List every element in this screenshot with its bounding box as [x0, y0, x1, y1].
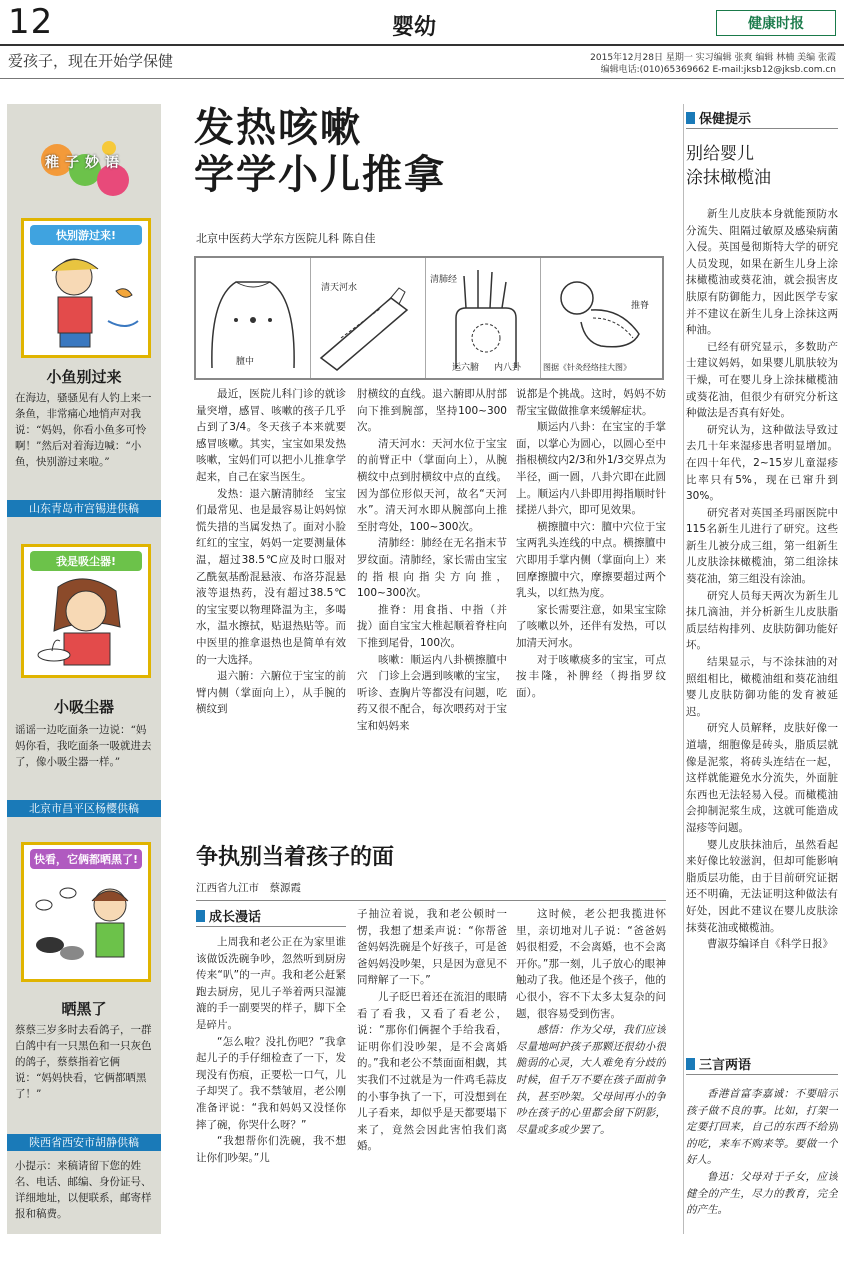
column-tag [196, 906, 261, 925]
headline-line: 学学小儿推拿 [194, 151, 446, 198]
paragraph: 新生儿皮肤本身就能预防水分流失、阻隔过敏原及感染病菌入侵。英国曼彻斯特大学的研究人员发现，如果在新生儿身上涂抹橄榄油或葵花油，就会损害皮肤原有防御能力，因此医学专家并不建议在新生儿身上涂抹这两种油。 [686, 208, 838, 337]
column-tag-label: 成长漫话 [209, 910, 262, 925]
illustration-panel [426, 258, 541, 378]
quotes-column [686, 1086, 838, 1234]
paragraph: 咳嗽：顺运内八卦横擦膻中穴 门诊上会遇到咳嗽的宝宝，听诊、查胸片等都没有问题，吃药又很不配合，每次喂药对于宝宝和妈妈来 [357, 653, 507, 732]
cartoon-title: 晒黑了 [61, 1000, 107, 1018]
cartoon-text: 蔡蔡三岁多时去看鸽子，一群白鸽中有一只黑色和一只灰色的鸽子，蔡蔡指着它俩说：“妈妈快看，它俩都晒黑了！” [15, 1024, 152, 1100]
sidebar-headline [686, 142, 771, 190]
cartoon-credit: 陕西省西安市胡静供稿 [7, 1134, 161, 1151]
paragraph: “我想帮你们洗碗，我不想让你们吵架。”儿 [196, 1135, 346, 1164]
massage-illustration [194, 256, 664, 380]
illustration-panel [541, 258, 662, 378]
paragraph: 退六腑：六腑位于宝宝的前臂内侧（掌面向上），从手腕的横纹到 [196, 670, 346, 716]
paragraph: 家长需要注意，如果宝宝除了咳嗽以外，还伴有发热，可以加清天河水。 [516, 603, 666, 649]
article-byline: 江西省九江市 蔡源霞 [196, 882, 301, 894]
section-title: 婴幼 [392, 14, 437, 40]
article-title: 争执别当着孩子的面 [196, 844, 395, 870]
article-column [357, 906, 507, 1234]
quote: 香港首富李嘉诚：不要暗示孩子做不良的事。比如，打架一定要打回来，自己的东西不给别的吃，来车不购来等。要做一个好人。 [686, 1088, 838, 1167]
cartoon-text: 在海边，骚骚见有人钓上来一条鱼，非常痛心地悄声对我说：“妈妈，你看小鱼多可怜啊！”然后对着海边喊：“小鱼，快别游过来啦。” [15, 392, 152, 468]
column-tag [686, 1054, 751, 1073]
cartoon-image [21, 218, 151, 358]
cartoon-credit: 山东青岛市宫锡进供稿 [7, 500, 161, 517]
tag-marker-icon [686, 112, 695, 124]
tag-underline [686, 128, 838, 129]
cartoon-title: 小鱼别过来 [46, 368, 122, 386]
submission-notice: 小提示：来稿请留下您的姓名、电话、邮编、身份证号、详细地址，以便联系，邮寄样报和稿费。 [15, 1160, 152, 1220]
paragraph: 这时候，老公把我揽进怀里，亲切地对儿子说：“爸爸妈妈很相爱，不会离婚，也不会离开你。”那一刻，儿子放心的眼神触动了我。他还是个孩子，他的心很小，容不下太多太复杂的问题，很容易受到伤害。 [516, 908, 666, 1020]
contact-info: 编辑电话:(010)65369662 E-mail:jksb12@jksb.com.cn [600, 65, 836, 75]
baby-back-illustration [541, 258, 661, 378]
paragraph: 清天河水：天河水位于宝宝的前臂正中（掌面向上），从腕横纹中点到肘横纹中点的直线。因为部位形似天河，故名“天河水”。清天河水即从腕部向上推至肘弯处，100~300次。 [357, 437, 507, 533]
headline-line: 别给婴儿 [686, 144, 754, 164]
illustration-label: 清天河水 [321, 283, 358, 293]
paragraph: 婴儿皮肤抹油后，虽然看起来好像比较滋润，但却可能影响脂质层功能，由于目前研究证据还不明确，无法证明这种做法有好处，因此不建议在婴儿皮肤涂抹葵花油或橄榄油。 [686, 838, 838, 934]
tag-marker-icon [686, 1058, 695, 1070]
left-sidebar [7, 104, 161, 1234]
tag-underline [686, 1074, 838, 1075]
article-column [686, 206, 838, 1042]
article-byline: 北京中医药大学东方医院儿科 陈自佳 [196, 232, 376, 245]
illustration-caption: 图据《针灸经络挂大图》 [543, 363, 631, 372]
headline-line: 涂抹橄榄油 [686, 168, 771, 188]
paragraph: 儿子眨巴着还在流泪的眼睛看了看我，又看了看老公，说：“那你们俩握个手给我看，证明你们没吵架，是不会离婚的。”我和老公不禁面面相觑，其实我们不过就是为一件鸡毛蒜皮的小事争执了一下，可没想到在儿子看来，却似乎是天都要塌下来了，竟然会因此害怕我们离婚。 [357, 990, 507, 1153]
cartoon-image [21, 842, 151, 982]
column-divider [683, 104, 684, 1234]
headline-line: 发热咳嗽 [194, 104, 362, 151]
paragraph: 说都是个挑战。这时，妈妈不妨帮宝宝做做推拿来缓解症状。 [516, 388, 666, 417]
article-column [196, 934, 346, 1234]
paragraph: 子抽泣着说，我和老公顿时一愣，我想了想柔声说：“你帮爸爸妈妈洗碗是个好孩子，可是爸爸妈妈没吵架，只是因为意见不同辩解了一下。” [357, 908, 507, 987]
paragraph: 研究者对英国圣玛丽医院中115名新生儿进行了研究。这些新生儿被分成三组，第一组新生儿皮肤涂抹橄榄油，第二组涂抹葵花油，第三组没有涂油。 [686, 506, 838, 586]
illustration-label: 清肺经 [430, 275, 458, 285]
article-column [516, 906, 666, 1234]
issue-info: 2015年12月28日 星期一 实习编辑 张爽 编辑 林楠 美编 张霞 [590, 53, 836, 63]
paragraph: 已经有研究显示，多数助产士建议妈妈，如果婴儿肌肤较为干燥，可在婴儿身上涂抹橄榄油或葵花油，但很少有研究分析这种做法是否真有好处。 [686, 340, 838, 420]
illustration-panel [311, 258, 426, 378]
paragraph: 研究认为，这种做法导致过去几十年来湿疹患者明显增加。在四十年代，2~15岁儿童湿疹比率只有5%，现在已窜升到30%。 [686, 423, 838, 503]
paragraph: 清肺经：肺经在无名指末节罗纹面。清肺经，家长需由宝宝的指根向指尖方向推，100~300次。 [357, 537, 507, 600]
illustration-label: 膻中 [236, 357, 255, 367]
cartoon-image [21, 544, 151, 678]
tag-underline [196, 926, 346, 927]
section-slogan: 爱孩子，现在开始学保健 [8, 52, 174, 70]
article-column [196, 386, 346, 828]
tag-marker-icon [196, 910, 205, 922]
paragraph: 结果显示，与不涂抹油的对照组相比，橄榄油组和葵花油组婴儿皮肤防御功能的发育被延迟。 [686, 656, 838, 718]
header-rule-thin [0, 78, 844, 79]
paragraph: 研究人员每天两次为新生儿抹几滴油，并分析新生儿皮肤脂质层结构排列、皮肤防御功能好坏。 [686, 589, 838, 652]
paragraph: 最近，医院儿科门诊的就诊量突增，感冒、咳嗽的孩子几乎占到了3/4。冬天孩子本来就要感冒咳嗽。其实，宝宝如果发热咳嗽，宝妈们可以把小儿推拿学起来，自己在家当医生。 [196, 388, 346, 483]
cartoon-title: 小吸尘器 [53, 698, 114, 716]
paragraph: “怎么啦？没扎伤吧？”我拿起儿子的手仔细检查了一下，发现没有伤痕，正要松一口气，儿子却哭了。我不禁皱眉，老公刚准备评说：“我和妈妈又没怪你摔了碗，你哭什么呀？” [196, 1035, 346, 1131]
article-column [516, 386, 666, 828]
reflection-paragraph: 感悟：作为父母，我们应该尽量地呵护孩子那颗还很幼小很脆弱的心灵，大人难免有分歧的时候，但千万不要在孩子面前争执，甚至吵架。父母间再小的争吵在孩子的心里都会留下阴影，尽量或多或少罢了。 [516, 1024, 666, 1136]
paragraph: 发热：退六腑清肺经 宝宝们最常见、也是最容易让妈妈惊慌失措的当属发热了。面对小脸红红的宝宝，妈妈一定要测量体温，超过38.5℃应及时口服对乙酰氨基酚混悬液、布洛芬混悬液等退热药，没有超过38.5℃的宝宝要以物理降温为主，多喝水，温水擦拭，贴退热贴等。而中医里的推拿退热也是简单有效的一大选择。 [196, 487, 346, 666]
paragraph: 上周我和老公正在为家里谁该做饭洗碗争吵，忽然听到厨房传来“叭”的一声。我和老公赶紧跑去厨房，见儿子举着两只湿漉漉的手一副要哭的样子，脚下全是碎片。 [196, 936, 346, 1031]
cartoon-text: 谣谣一边吃面条一边说：“妈妈你看，我吃面条一吸就进去了，像小吸尘器一样。” [15, 724, 152, 768]
column-tag-label: 三言两语 [699, 1058, 752, 1073]
cartoon-caption: 快别游过来! [30, 225, 142, 245]
column-tag [686, 108, 751, 127]
cartoon-credit: 北京市昌平区杨樱供稿 [7, 800, 161, 817]
paragraph: 横擦膻中穴：膻中穴位于宝宝两乳头连线的中点。横擦膻中穴即用手掌内侧（掌面向上）来回摩擦膻中穴，摩擦要超过两个乳头，以红热为度。 [516, 520, 666, 600]
column-tag-label: 保健提示 [699, 112, 752, 127]
cartoon-caption: 我是吸尘器! [30, 551, 142, 571]
header-rule [0, 44, 844, 46]
source-credit: 曹淑芬编译自《科学日报》 [707, 938, 833, 951]
quote: 鲁迅：父母对于子女，应该健全的产生，尽力的教育，完全的产生。 [686, 1170, 838, 1217]
article-divider [196, 900, 666, 901]
cartoon-caption: 快看，它俩都晒黑了! [30, 849, 142, 869]
paper-logo: 健康时报 [716, 10, 836, 36]
illustration-panel [196, 258, 311, 378]
column-logo [39, 140, 131, 198]
paragraph: 研究人员解释，皮肤好像一道墙，细胞像是砖头，脂质层就像是泥浆，将砖头连结在一起，这样就能避免水分流失，外面脏东西也无法轻易入侵。而橄榄油会抑制泥浆生成，这就可能造成湿疹等问题。 [686, 722, 838, 834]
illustration-label: 内八卦 [494, 363, 522, 373]
forearm-illustration [311, 258, 425, 378]
paragraph: 顺运内八卦：在宝宝的手掌面，以掌心为圆心，以圆心至中指根横纹内2/3和外1/3交界点为半径，画一圆，八卦穴即在此圆上。顺运内八卦即用拇指顺时针揉搓八卦穴，即可见效果。 [516, 421, 666, 517]
paragraph: 肘横纹的直线。退六腑即从肘部向下推到腕部，坚持100~300次。 [357, 388, 507, 434]
paragraph: 推脊：用食指、中指（并拢）面自宝宝大椎起顺着脊柱向下推到尾骨，100次。 [357, 603, 507, 649]
column-logo-text: 稚子妙语 [45, 155, 125, 171]
page-number: 12 [8, 2, 54, 42]
paragraph: 对于咳嗽痰多的宝宝，可点按丰隆，补脾经（拇指罗纹面）。 [516, 653, 666, 699]
illustration-label: 运六腑 [452, 363, 480, 373]
main-headline [194, 104, 446, 198]
article-column [357, 386, 507, 828]
illustration-label: 推脊 [631, 301, 650, 311]
